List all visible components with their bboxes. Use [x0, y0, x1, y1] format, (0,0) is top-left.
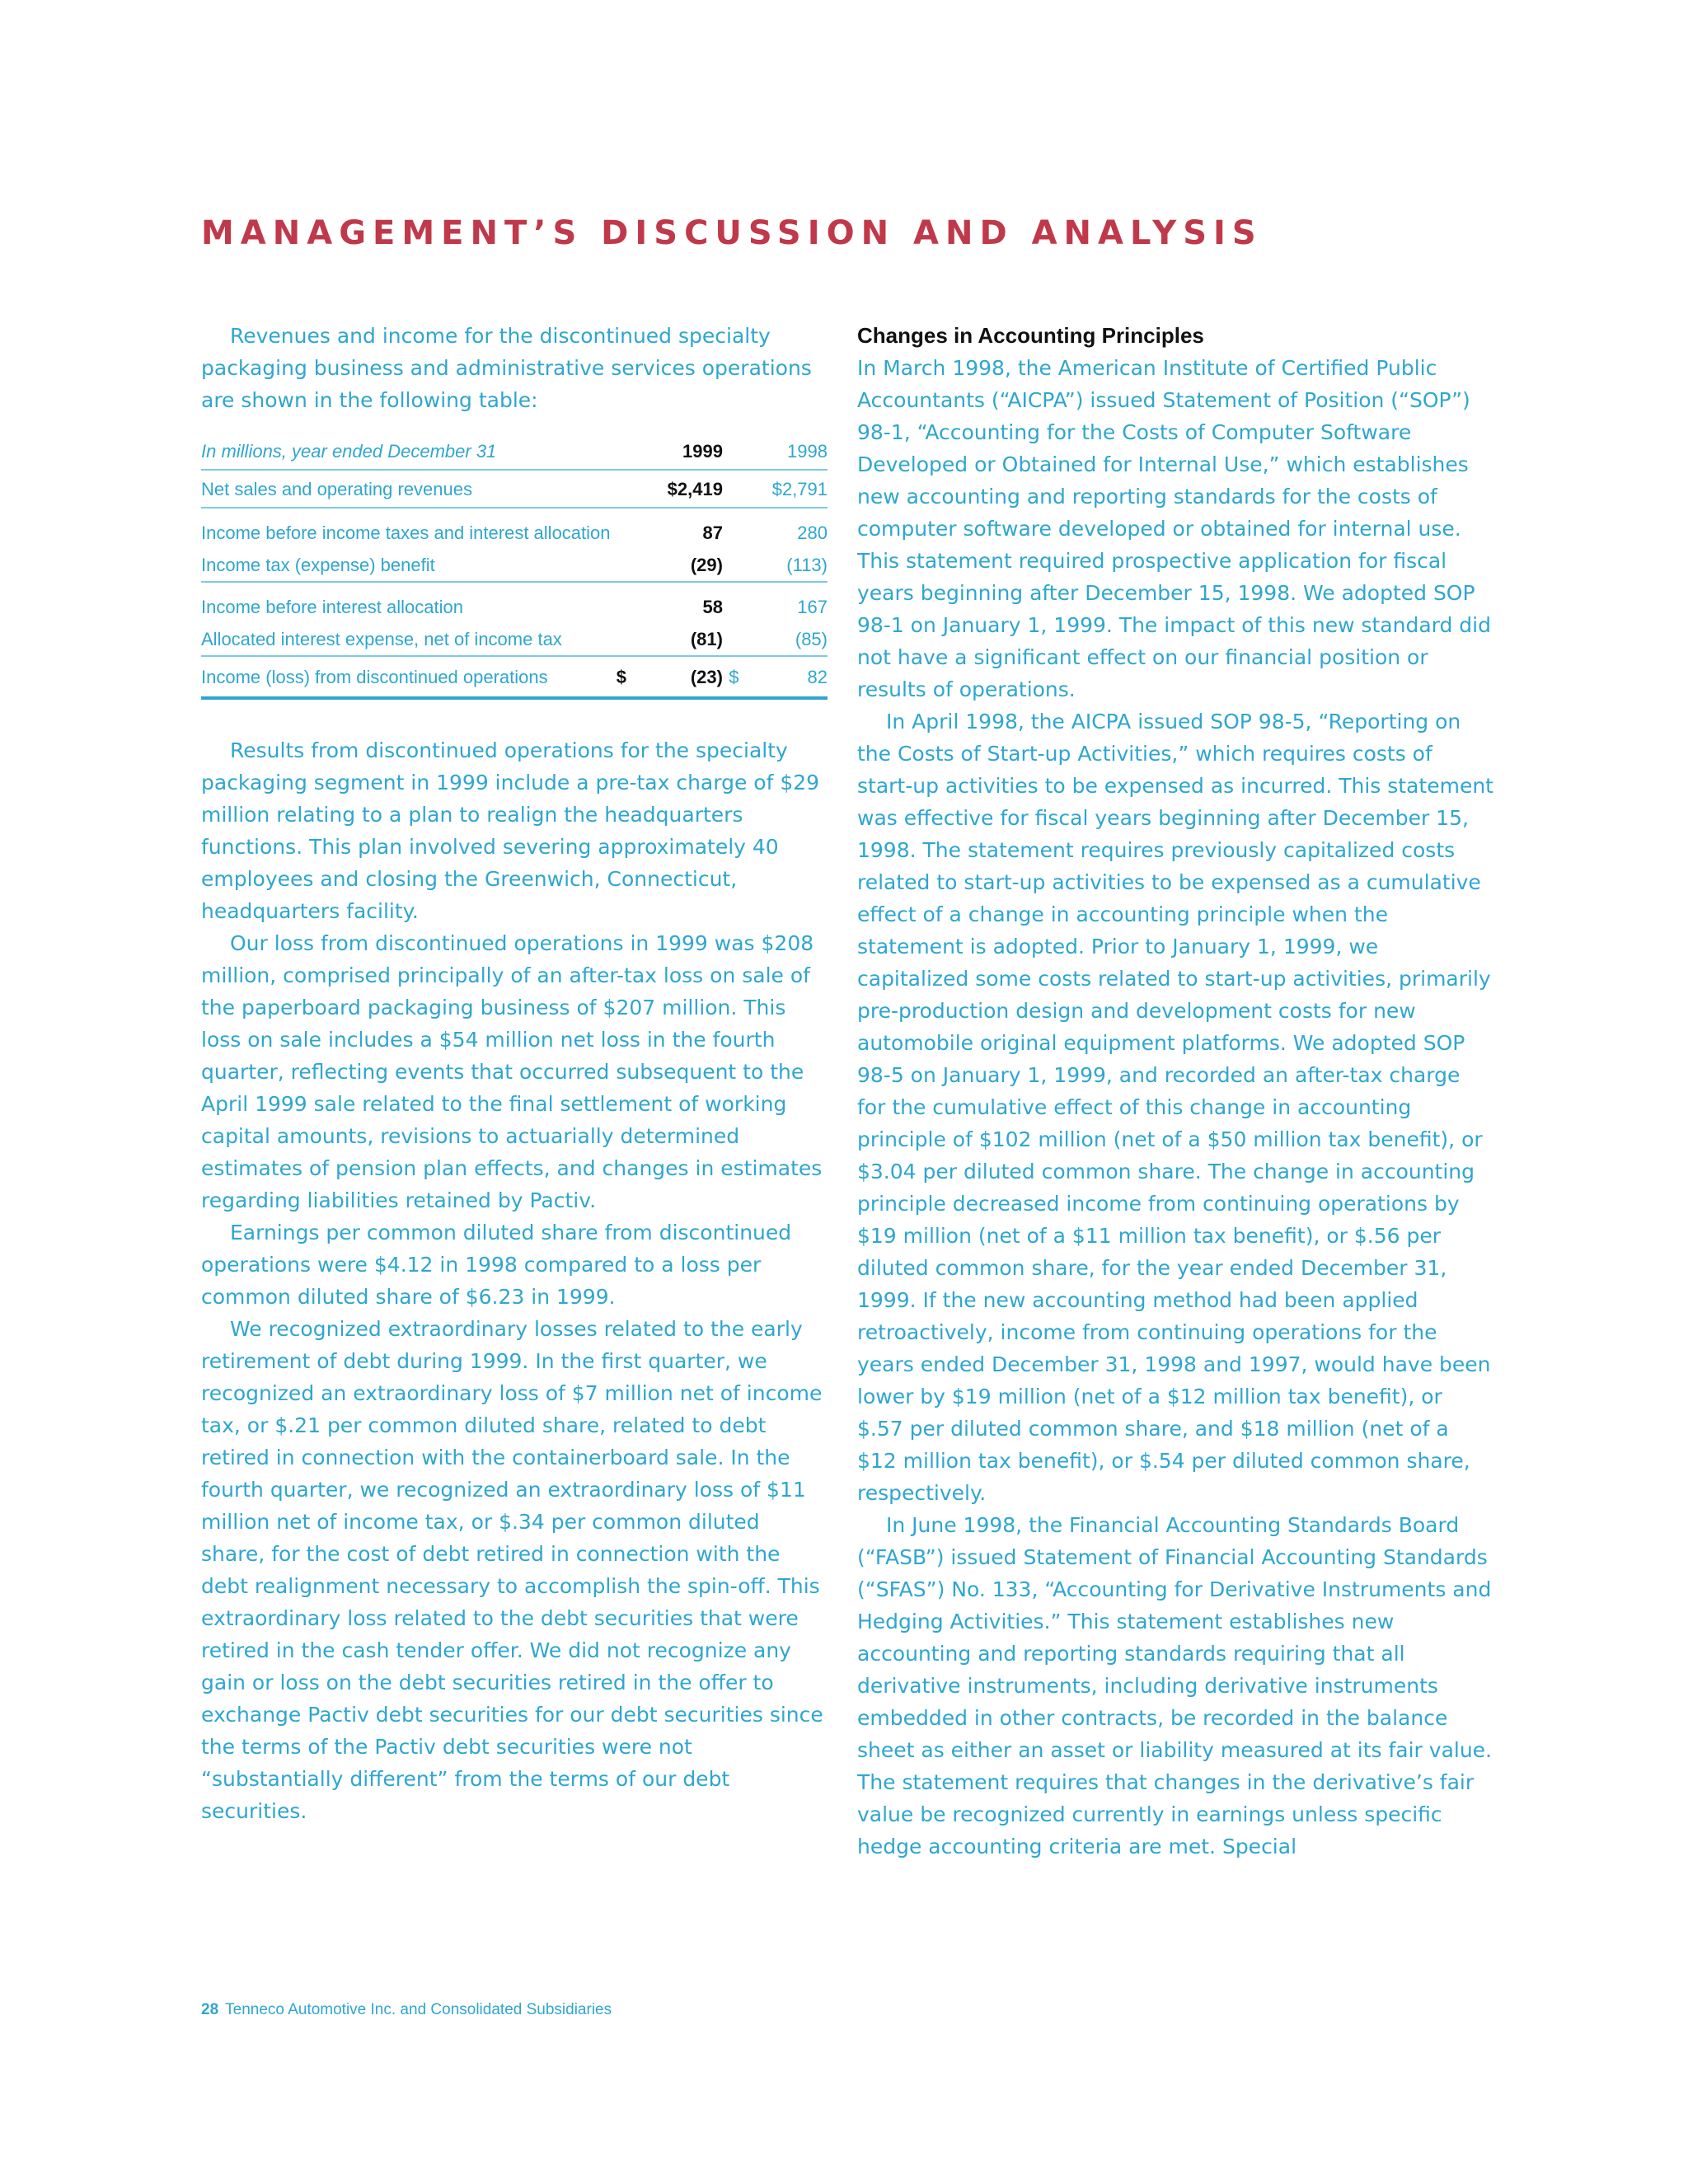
- row-value-1998: $2,791: [738, 470, 828, 508]
- row-label: Income before interest allocation: [201, 597, 463, 617]
- row-label: Income before income taxes and interest allocation: [201, 523, 611, 543]
- page-title: MANAGEMENT’S DISCUSSION AND ANALYSIS: [201, 214, 1263, 252]
- row-label: Allocated interest expense, net of income tax: [201, 623, 611, 656]
- right-column: [857, 320, 1493, 1863]
- body-paragraph: Earnings per common diluted share from discontinued operations were $4.12 in 1998 compared to a loss per common diluted share of $6.23 in 1999.: [201, 1221, 792, 1309]
- table-row: [201, 623, 828, 656]
- body-paragraph: In April 1998, the AICPA issued SOP 98-5, “Reporting on the Costs of Start-up Activities,” which requires costs of start-up activities to be expensed as incurred. This statement was effective for fiscal years beginning after December 15, 1998. The statement requires previously capitalized costs related to start-up activities to be expensed as a cumulative effect of a change in accounting principle when the statement is adopted. Prior to January 1, 1999, we capitalized some costs related to start-up activities, primarily pre-production design and development costs for new automobile original equipment platforms. We adopted SOP 98-5 on January 1, 1999, and recorded an after-tax charge for the cumulative effect of this change in accounting principle of $102 million (net of a $50 million tax benefit), or $3.04 per diluted common share. The change in accounting principle decreased income from continuing operations by $19 million (net of a $11 million tax benefit), or $.56 per diluted common share, for the year ended December 31, 1999. If the new accounting method had been applied retroactively, income from continuing operations for the years ended December 31, 1998 and 1997, would have been lower by $19 million (net of a $12 million tax benefit), or $.57 per diluted common share, and $18 million (net of a $12 million tax benefit), or $.54 per diluted common share, respectively.: [857, 710, 1493, 1505]
- row-value-1999: $2,419: [626, 470, 723, 508]
- table-row: [201, 508, 828, 549]
- body-paragraph: Results from discontinued operations for the specialty packaging segment in 1999 include a pre-tax charge of $29 million relating to a plan to realign the headquarters functions. This plan involved severing approximately 40 employees and closing the Greenwich, Connecticut, headquarters facility.: [201, 738, 820, 923]
- body-paragraph: Our loss from discontinued operations in 1999 was $208 million, comprised principally of an after-tax loss on sale of the paperboard packaging business of $207 million. This loss on sale includes a $54 million net loss in the fourth quarter, reflecting events that occurred subsequent to the April 1999 sale related to the final settlement of working capital amounts, revisions to actuarially determined estimates of pension plan effects, and changes in estimates regarding liabilities retained by Pactiv.: [201, 931, 823, 1212]
- currency-symbol-1998: $: [723, 656, 739, 698]
- table-header-1998: 1998: [738, 433, 828, 470]
- row-label: Income tax (expense) benefit: [201, 549, 611, 582]
- intro-paragraph: Revenues and income for the discontinued specialty packaging business and administrative services operations are shown in the following table:: [201, 324, 812, 412]
- discontinued-operations-table: [201, 433, 828, 700]
- row-value-1998: (113): [738, 549, 828, 582]
- body-paragraph: In June 1998, the Financial Accounting Standards Board (“FASB”) issued Statement of Financial Accounting Standards (“SFAS”) No. 133, “Accounting for Derivative Instruments and Hedging Activities.” This statement establishes new accounting and reporting standards requiring that all derivative instruments, including derivative instruments embedded in other contracts, be recorded in the balance sheet as either an asset or liability measured at its fair value. The statement requires that changes in the derivative’s fair value be recognized currently in earnings unless specific hedge accounting criteria are met. Special: [857, 1513, 1493, 1858]
- body-paragraph: In March 1998, the American Institute of Certified Public Accountants (“AICPA”) issued Statement of Position (“SOP”) 98-1, “Accounting for the Costs of Computer Software Developed or Obtained for Internal Use,” which establishes new accounting and reporting standards for the costs of computer software developed or obtained for internal use. This statement required prospective application for fiscal years beginning after December 15, 1998. We adopted SOP 98-1 on January 1, 1999. The impact of this new standard did not have a significant effect on our financial position or results of operations.: [857, 356, 1491, 701]
- row-value-1999: 87: [702, 523, 723, 543]
- row-value-1999: (29): [626, 549, 723, 582]
- footer-text: Tenneco Automotive Inc. and Consolidated Subsidiaries: [225, 2001, 612, 2018]
- row-value-1999: (23): [626, 656, 723, 698]
- row-value-1998: 167: [797, 597, 828, 617]
- table-row: [201, 470, 828, 508]
- table-total-row: [201, 656, 828, 698]
- section-heading: Changes in Accounting Principles: [857, 323, 1204, 348]
- row-value-1998: 280: [797, 523, 828, 543]
- table-header-1999: 1999: [626, 433, 723, 470]
- row-value-1998: (85): [738, 623, 828, 656]
- page-footer: [201, 2001, 612, 2019]
- row-value-1998: 82: [738, 656, 828, 698]
- page-number: 28: [201, 2001, 219, 2018]
- currency-symbol-1999: $: [611, 656, 627, 698]
- row-label: Net sales and operating revenues: [201, 470, 611, 508]
- row-value-1999: 58: [702, 597, 723, 617]
- financial-table-wrapper: [201, 433, 828, 700]
- table-header-label: In millions, year ended December 31: [201, 433, 611, 470]
- table-row: [201, 582, 828, 623]
- body-paragraph: We recognized extraordinary losses related to the early retirement of debt during 1999. In the first quarter, we recognized an extraordinary loss of $7 million net of income tax, or $.21 per common diluted share, related to debt retired in connection with the containerboard sale. In the fourth quarter, we recognized an extraordinary loss of $11 million net of income tax, or $.34 per common diluted share, for the cost of debt retired in connection with the debt realignment necessary to accomplish the spin-off. This extraordinary loss related to the debt securities that were retired in the cash tender offer. We did not recognize any gain or loss on the debt securities retired in the offer to exchange Pactiv debt securities for our debt securities since the terms of the Pactiv debt securities were not “substantially different” from the terms of our debt securities.: [201, 1317, 823, 1823]
- row-value-1999: (81): [626, 623, 723, 656]
- left-column: [201, 320, 828, 1827]
- table-row: [201, 549, 828, 582]
- table-header-row: [201, 433, 828, 470]
- row-label: Income (loss) from discontinued operations: [201, 656, 611, 698]
